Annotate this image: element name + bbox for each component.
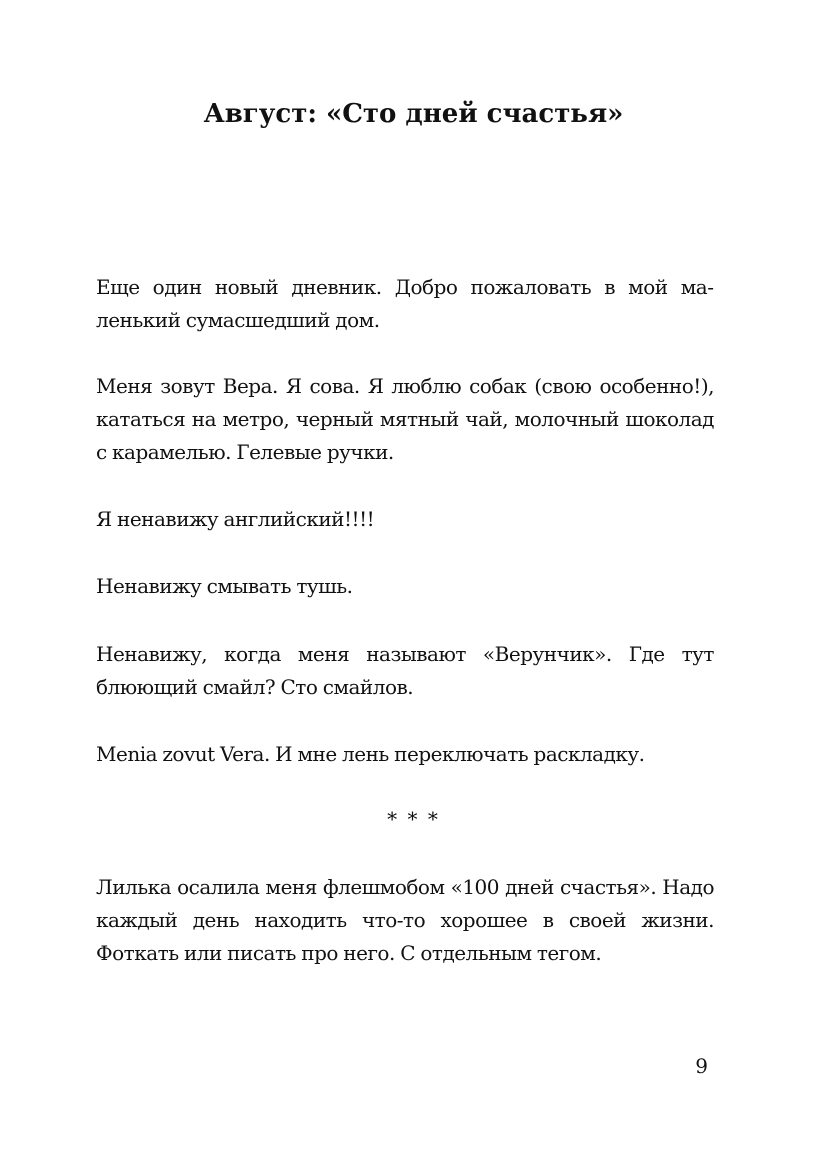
paragraph-hate-nickname: Ненавижу, когда меня называют «Верунчик». Где тут блюющий смайл? Сто смайлов.: [96, 642, 714, 699]
paragraph-hate-english: Я ненавижу английский!!!!: [96, 507, 375, 531]
paragraph-flashmob: Лилька осалила меня флешмобом «100 дней счастья». Надо каждый день находить что-то хорошее в своей жизни. Фоткать или писать про него. С отдельным тегом.: [96, 875, 714, 965]
section-separator: * * *: [387, 807, 440, 831]
paragraph-hate-mascara: Ненавижу смывать тушь.: [96, 574, 353, 598]
paragraph-intro: Еще один новый дневник. Добро пожаловать в мой маленький сумасшедший дом.: [96, 275, 714, 332]
paragraph-about-me: Меня зовут Вера. Я сова. Я люблю собак (свою особенно!), кататься на метро, черный мятный чай, молочный шоколад с карамелью. Гелевые ручки.: [96, 374, 714, 464]
chapter-title: Август: «Сто дней счастья»: [203, 99, 624, 129]
page-number: 9: [695, 1054, 708, 1078]
paragraph-keyboard-layout: Menia zovut Vera. И мне лень переключать раскладку.: [96, 742, 645, 766]
